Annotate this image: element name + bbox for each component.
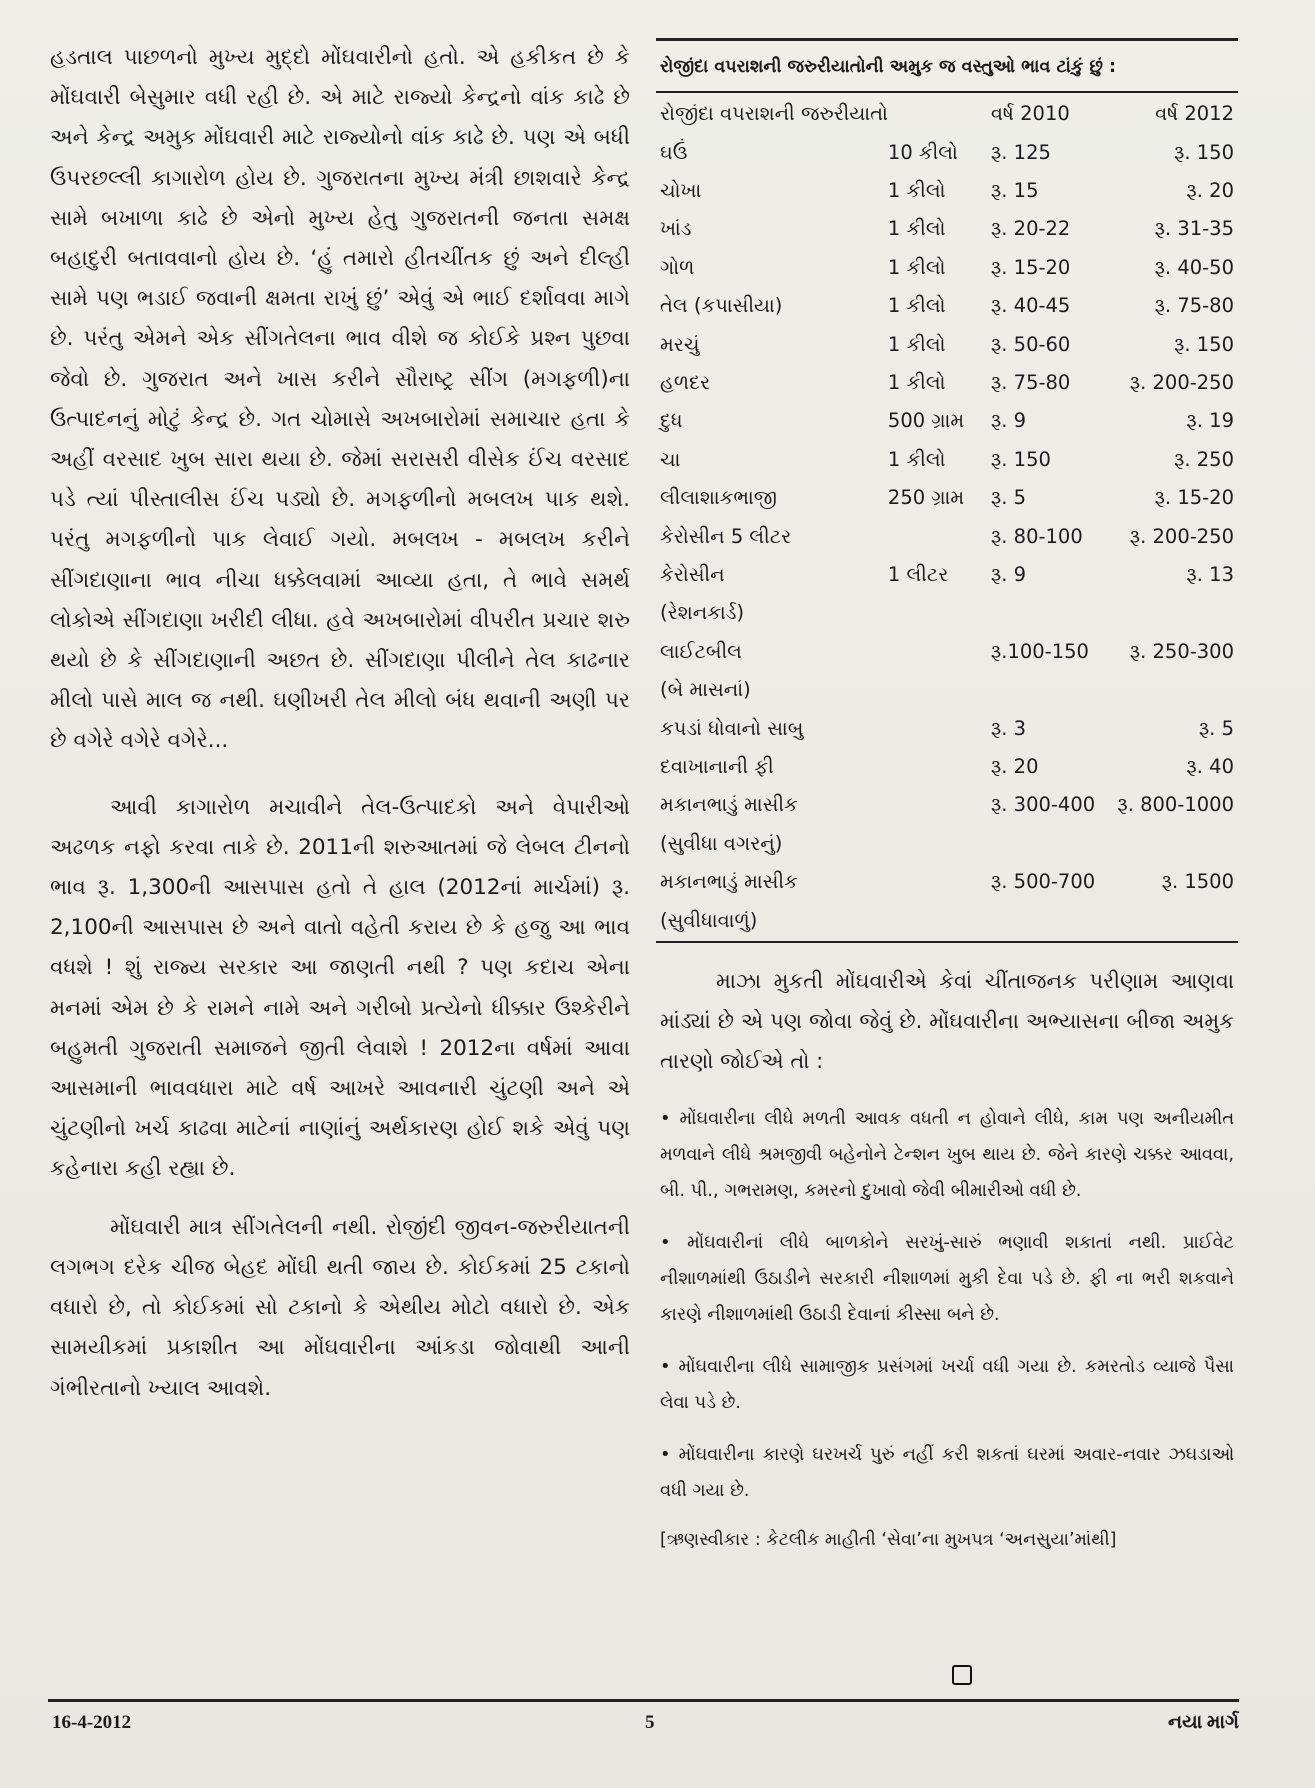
publication-name: નયા માર્ગ [1167,1712,1239,1733]
quantity-cell [888,517,979,555]
price-2010-cell: રૂ. 15 [990,179,1039,203]
findings-list [660,1101,1234,1509]
article-left-column [50,38,630,1409]
price-table-row [656,747,1238,785]
price-table-title: રોજીંદા વપરાશની જરુરીયાતોની અમુક જ વસ્તુઓ ભાવ ટાંકું છું : [656,41,1238,93]
item-name-cell: દવાખાનાની ફી [660,754,774,778]
price-2012-cell: રૂ. 15-20 [1154,486,1234,510]
credit-line: [ઋણસ્વીકાર : કેટલીક માહીતી ‘સેવા’ના મુખપત્ર ‘અનસુયા’માંથી] [660,1530,1117,1551]
price-2012-cell [1117,824,1238,862]
price-2012-cell: રૂ. 800-1000 [1117,793,1234,817]
quantity-cell [888,632,979,670]
price-2012-cell [1117,670,1238,708]
item-name-cell: કેરોસીન [660,562,725,586]
article-right-column [656,38,1238,1555]
footer-rule [48,1699,1239,1702]
page-number: 5 [645,1712,655,1733]
item-name-cell: (બે માસનાં) [660,678,751,702]
item-name-cell: ઘઉં [660,140,688,164]
price-table-row [656,325,1238,363]
article-paragraph: આવી કાગારોળ મચાવીને તેલ-ઉત્પાદકો અને વેપારીઓ અઢળક નફો કરવા તાકે છે. 2011ની શરુઆતમાં જે લેબલ ટીનનો ભાવ રૂ. 1,300ની આસપાસ હતો તે હાલ (2012નાં માર્ચમાં) રૂ. 2,100ની આસપાસ છે અને વાતો વહેતી કરાય છે કે હજુ આ ભાવ વધશે ! શું રાજ્ય સરકાર આ જાણતી નથી ? પણ કદાચ એના મનમાં એમ છે કે રામને નામે અને ગરીબો પ્રત્યેનો ધીક્કાર ઉશ્કેરીને બહુમતી ગુજરાતી સમાજને જીતી લેવાશે ! 2012ના વર્ષમાં આવા આસમાની ભાવવધારા માટે વર્ષ આખરે આવનારી ચુંટણી અને એ ચુંટણીનો ખર્ચ કાઢવા માટેનાં નાણાંનું અર્થકારણ હોઈ શકે એવું પણ કહેનારા કહી રહ્યા છે. [50,794,630,1182]
price-table-row [656,402,1238,440]
item-name-cell: મકાનભાડું માસીક [660,870,798,894]
quantity-cell: 250 ગ્રામ [887,486,965,510]
price-2010-cell [979,901,1117,939]
item-name-cell: ચોખા [660,179,702,203]
price-2010-cell: રૂ. 125 [990,140,1051,164]
price-2012-cell: રૂ. 1500 [1161,870,1234,894]
item-name-cell: (રેશનકાર્ડ) [660,601,745,625]
table-bottom-rule [656,941,1238,943]
item-name-cell: દુધ [660,409,683,433]
end-of-article-mark [952,1665,972,1685]
price-2012-cell: રૂ. 250-300 [1129,639,1234,663]
price-table [656,93,1238,939]
item-name-cell: હળદર [660,371,711,395]
price-2010-cell: રૂ. 300-400 [990,793,1096,817]
price-table-row [656,709,1238,747]
price-2010-cell [979,594,1117,632]
price-2012-cell: રૂ. 150 [1174,140,1234,164]
quantity-cell [888,901,979,939]
price-2012-cell: રૂ. 19 [1186,409,1234,433]
price-2010-cell: રૂ. 150 [990,447,1051,471]
quantity-cell: 1 કીલો [887,179,946,203]
price-table-row [656,670,1238,708]
price-table-header [656,93,1238,133]
quantity-cell [888,93,979,133]
price-2010-cell: રૂ. 9 [990,562,1027,586]
item-name-cell: (સુવીધા વગરનું) [660,831,783,855]
issue-date: 16-4-2012 [52,1712,132,1733]
price-2012-cell: રૂ. 31-35 [1154,217,1234,241]
price-table-row [656,363,1238,401]
price-table-row [656,440,1238,478]
finding-item: • મોંઘવારીના લીધે મળતી આવક વધતી ન હોવાને લીધે, કામ પણ અનીયમીત મળવાને લીધે શ્રમજીવી બહેનોને ટેન્શન ખુબ થાય છે. જેને કારણે ચક્કર આવવા, બી. પી., ગભરામણ, કમરનો દુખાવો જેવી બીમારીઓ વધી છે. [660,1108,1234,1202]
price-table-row [656,555,1238,593]
finding-item: • મોંઘવારીના કારણે ઘરખર્ચ પુરું નહીં કરી શકતાં ઘરમાં અવાર-નવાર ઝઘડાઓ વધી ગયા છે. [660,1444,1234,1502]
price-2010-cell: રૂ. 20 [990,754,1039,778]
price-2012-cell: રૂ. 13 [1186,562,1234,586]
price-table-row [656,824,1238,862]
price-2012-cell: રૂ. 40-50 [1154,255,1234,279]
quantity-cell [888,594,979,632]
item-name-cell: કપડાં ધોવાનો સાબુ [660,716,804,740]
item-name-cell: મકાનભાડું માસીક [660,793,798,817]
price-2010-cell [979,824,1117,862]
price-2012-cell: રૂ. 200-250 [1129,524,1234,548]
quantity-cell: 1 કીલો [887,217,946,241]
finding-item: • મોંઘવારીનાં લીધે બાળકોને સરખું-સારું ભણાવી શકાતાં નથી. પ્રાઈવેટ નીશાળમાંથી ઉઠાડીને સરકારી નીશાળમાં મુકી દેવા પડે છે. ફી ના ભરી શકવાને કારણે નીશાળમાંથી ઉઠાડી દેવાનાં કીસ્સા બને છે. [660,1232,1234,1326]
price-2012-cell: રૂ. 150 [1174,332,1234,356]
price-2010-cell: રૂ. 20-22 [990,217,1071,241]
quantity-cell: 1 કીલો [887,332,946,356]
quantity-cell [888,824,979,862]
price-table-row [656,248,1238,286]
quantity-cell: 10 કીલો [887,140,958,164]
price-2012-cell: રૂ. 75-80 [1154,294,1234,318]
price-2012-cell [1117,901,1238,939]
findings-intro: માઝા મુકતી મોંઘવારીએ કેવાં ચીંતાજનક પરીણામ આણવા માંડ્યાં છે એ પણ જોવા જેવું છે. મોંઘવારીના અભ્યાસના બીજા અમુક તારણો જોઈએ તો : [660,969,1234,1074]
quantity-cell: 500 ગ્રામ [887,409,965,433]
price-2010-cell: રૂ. 15-20 [990,255,1071,279]
price-2010-cell: રૂ.100-150 [990,639,1089,663]
item-name-cell: (સુવીધાવાળું) [660,908,758,932]
article-paragraph: હડતાલ પાછળનો મુખ્ય મુદ્દો મોંઘવારીનો હતો. એ હકીકત છે કે મોંઘવારી બેસુમાર વધી રહી છે. એ માટે રાજ્યો કેન્દ્રનો વાંક કાઢે છે અને કેન્દ્ર અમુક મોંઘવારી માટે રાજ્યોનો વાંક કાઢે છે. પણ એ બધી ઉપરછલ્લી કાગારોળ હોય છે. ગુજરાતના મુખ્ય મંત્રી છાશવારે કેન્દ્ર સામે બખાળા કાઢે છે એનો મુખ્ય હેતુ ગુજરાતની જનતા સમક્ષ બહાદુરી બતાવવાનો હોય છે. ‘હું તમારો હીતચીંતક છું અને દીલ્હી સામે પણ ભડાઈ જવાની ક્ષમતા રાખું છું’ એવું એ ભાઈ દર્શાવવા માગે છે. પરંતુ એમને એક સીંગતેલના ભાવ વીશે જ કોઈકે પ્રશ્ન પુછવા જેવો છે. ગુજરાત અને ખાસ કરીને સૌરાષ્ટ્ર સીંગ (મગફળી)ના ઉત્પાદનનું મોટું કેન્દ્ર છે. ગત ચોમાસે અખબારોમાં સમાચાર હતા કે અહીં વરસાદ ખુબ સારા થયા છે. જેમાં સરાસરી વીસેક ઈંચ વરસાદ પડે ત્યાં પીસ્તાલીસ ઈંચ પડ્યો છે. મગફળીનો મબલખ પાક થશે. પરંતુ મગફળીનો પાક લેવાઈ ગયો. મબલખ - મબલખ કરીને સીંગદાણાના ભાવ નીચા ધક્કેલવામાં આવ્યા હતા, તે ભાવે સમર્થ લોકોએ સીંગદાણા ખરીદી લીધા. હવે અખબારોમાં વીપરીત પ્રચાર શરુ થયો છે કે સીંગદાણાની અછત છે. સીંગદાણા પીલીને તેલ કાઢનાર મીલો પાસે માલ જ નથી. ઘણીખરી તેલ મીલો બંધ થવાની અણી પર છે વગેરે વગેરે વગેરે... [50,45,630,754]
price-table-row [656,171,1238,209]
quantity-cell [888,747,979,785]
price-2010-cell: રૂ. 80-100 [990,524,1083,548]
quantity-cell: 1 કીલો [887,294,946,318]
item-name-cell: મરચું [660,332,700,356]
price-table-row [656,862,1238,900]
item-name-cell: તેલ (કપાસીયા) [660,294,783,318]
quantity-cell [888,862,979,900]
item-name-cell: ચા [660,447,681,471]
price-table-row [656,517,1238,555]
price-2010-cell: રૂ. 500-700 [990,870,1096,894]
item-name-cell: લીલાશાકભાજી [660,486,777,510]
price-2012-cell: રૂ. 40 [1186,754,1234,778]
price-2012-cell: રૂ. 200-250 [1129,371,1234,395]
quantity-cell: 1 કીલો [887,447,946,471]
quantity-cell [888,786,979,824]
quantity-cell [888,670,979,708]
price-2010-cell [979,670,1117,708]
price-2010-cell: રૂ. 9 [990,409,1027,433]
finding-item: • મોંઘવારીના લીધે સામાજીક પ્રસંગમાં ખર્ચા વધી ગયા છે. કમરતોડ વ્યાજે પૈસા લેવા પડે છે. [660,1356,1234,1414]
price-2012-cell [1117,594,1238,632]
item-name-cell: રોજીંદા વપરાશની જરુરીયાતો [660,101,888,125]
price-table-row [656,210,1238,248]
price-2010-cell: રૂ. 40-45 [990,294,1071,318]
quantity-cell [888,709,979,747]
quantity-cell: 1 કીલો [887,255,946,279]
item-name-cell: લાઈટબીલ [660,639,742,663]
price-table-row [656,594,1238,632]
item-name-cell: ખાંડ [660,217,692,241]
price-table-row [656,479,1238,517]
price-table-row [656,287,1238,325]
price-2010-cell: રૂ. 5 [990,486,1027,510]
price-2010-cell: રૂ. 50-60 [990,332,1071,356]
price-2010-cell: રૂ. 75-80 [990,371,1071,395]
article-paragraph: મોંઘવારી માત્ર સીંગતેલની નથી. રોજીંદી જીવન-જરુરીયાતની લગભગ દરેક ચીજ બેહદ મોંઘી થતી જાય છે. કોઈકમાં 25 ટકાનો વધારો છે, તો કોઈકમાં સો ટકાનો કે એથીય મોટો વધારો છે. એક સામયીકમાં પ્રકાશીત આ મોંઘવારીના આંકડા જોવાથી આની ગંભીરતાનો ખ્યાલ આવશે. [50,1214,630,1401]
item-name-cell: ગોળ [660,255,695,279]
price-2012-cell: રૂ. 20 [1186,179,1234,203]
price-2012-cell: રૂ. 250 [1174,447,1234,471]
price-2012-cell: વર્ષ 2012 [1155,101,1234,125]
price-2010-cell: વર્ષ 2010 [990,101,1070,125]
price-table-row [656,786,1238,824]
price-table-row [656,133,1238,171]
quantity-cell: 1 લીટર [887,562,949,586]
quantity-cell: 1 કીલો [887,371,946,395]
price-table-row [656,632,1238,670]
price-2010-cell: રૂ. 3 [990,716,1027,740]
item-name-cell: કેરોસીન 5 લીટર [660,524,792,548]
price-2012-cell: રૂ. 5 [1198,716,1234,740]
price-table-row [656,901,1238,939]
